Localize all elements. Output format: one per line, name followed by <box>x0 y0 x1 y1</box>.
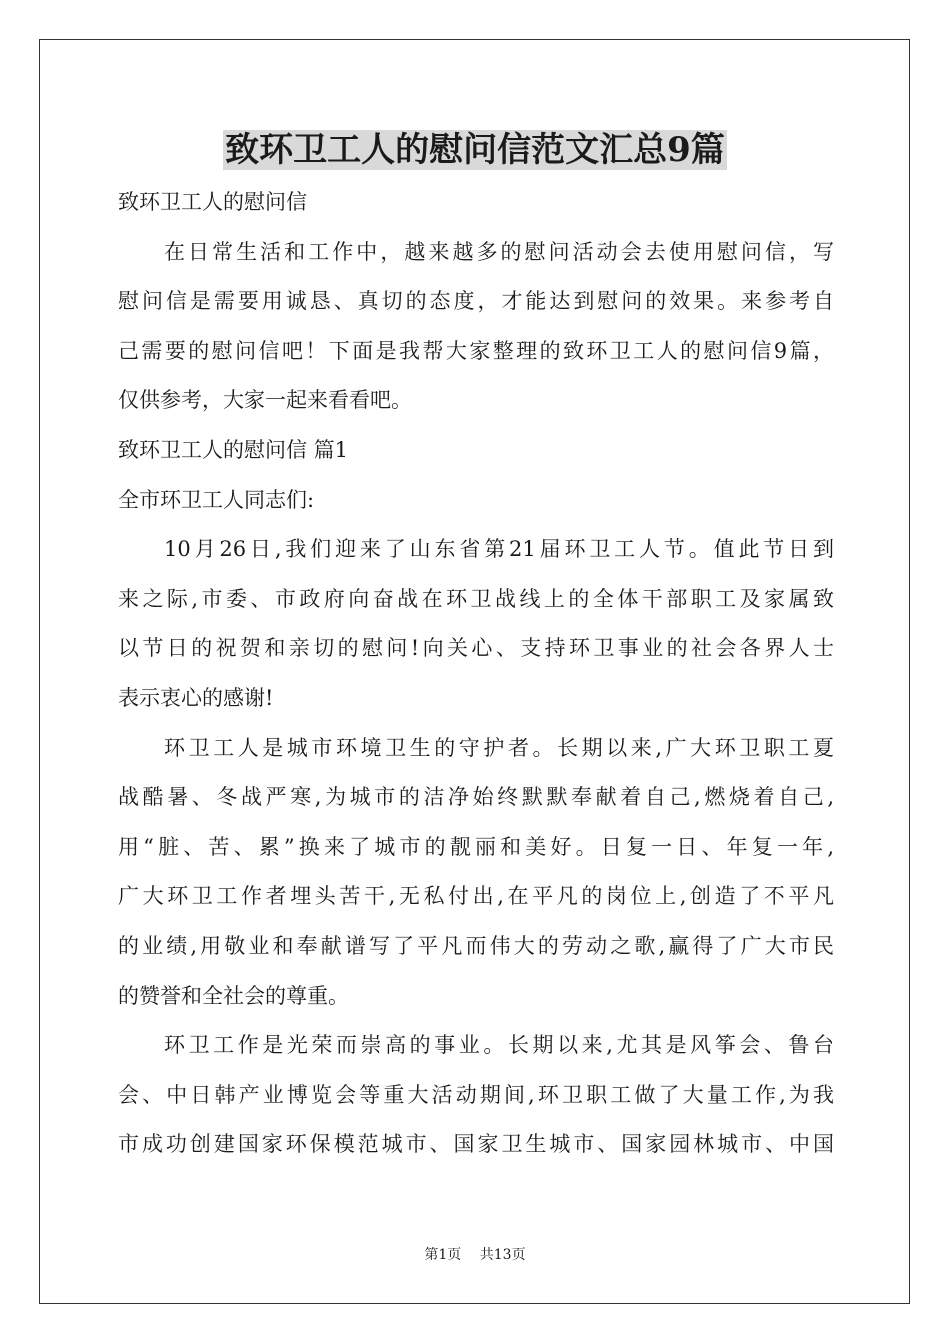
text-line: 环卫工人是城市环境卫生的守护者。长期以来,广大环卫职工夏 <box>164 735 834 760</box>
text-line: 全市环卫工人同志们: <box>118 487 315 512</box>
text-line: 的赞誉和全社会的尊重。 <box>118 983 349 1008</box>
text-line: 用“脏、苦、累”换来了城市的靓丽和美好。日复一日、年复一年, <box>118 834 834 859</box>
page-number: 第1页 <box>424 1247 462 1263</box>
text-line: 致环卫工人的慰问信 篇1 <box>118 437 349 462</box>
text-line: 的业绩,用敬业和奉献谱写了平凡而伟大的劳动之歌,赢得了广大市民 <box>118 933 834 958</box>
text-line: 战酷暑、冬战严寒,为城市的洁净始终默默奉献着自己,燃烧着自己, <box>118 785 834 810</box>
text-line: 致环卫工人的慰问信 <box>118 190 307 214</box>
text-line: 10月26日,我们迎来了山东省第21届环卫工人节。值此节日到 <box>164 537 834 562</box>
page-footer <box>0 1246 950 1264</box>
text-line: 慰问信是需要用诚恳、真切的态度，才能达到慰问的效果。来参考自 <box>118 289 834 314</box>
document-title <box>0 128 950 172</box>
text-line: 在日常生活和工作中，越来越多的慰问活动会去使用慰问信，写 <box>164 239 834 264</box>
text-line: 广大环卫工作者埋头苦干,无私付出,在平凡的岗位上,创造了不平凡 <box>118 884 834 909</box>
text-line: 来之际,市委、市政府向奋战在环卫战线上的全体干部职工及家属致 <box>118 586 834 611</box>
text-line: 以节日的祝贺和亲切的慰问!向关心、支持环卫事业的社会各界人士 <box>118 636 834 661</box>
text-line: 环卫工作是光荣而崇高的事业。长期以来,尤其是风筝会、鲁台 <box>164 1033 834 1058</box>
text-line: 表示衷心的感谢! <box>118 685 274 710</box>
text-line: 市成功创建国家环保模范城市、国家卫生城市、国家园林城市、中国 <box>118 1132 834 1157</box>
document-body <box>118 178 834 1170</box>
document-title-text: 致环卫工人的慰问信范文汇总9篇 <box>225 130 725 170</box>
text-line: 己需要的慰问信吧！下面是我帮大家整理的致环卫工人的慰问信9篇， <box>118 338 834 363</box>
page-total: 共13页 <box>479 1247 526 1263</box>
text-line: 仅供参考，大家一起来看看吧。 <box>118 388 412 413</box>
text-line: 会、中日韩产业博览会等重大活动期间,环卫职工做了大量工作,为我 <box>118 1082 834 1107</box>
